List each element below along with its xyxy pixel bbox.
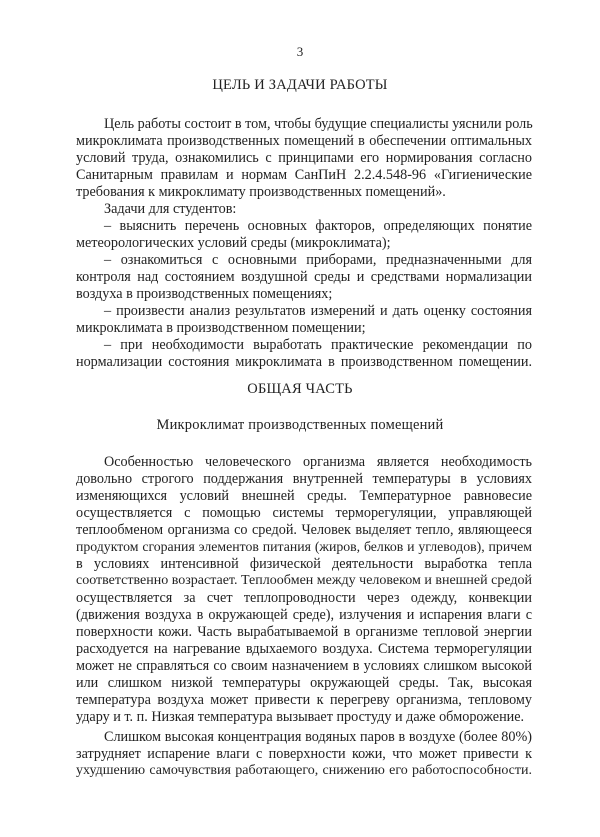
body-line: (движения воздуха в окружающей среде), излучения и испарения влаги с [76, 607, 532, 623]
task-line: воздуха в производственных помещениях; [76, 286, 333, 302]
body-line: расходуется на нагревание вдыхаемого воздуха. Система терморегуляции [76, 641, 532, 657]
task-line: микроклимата в производственном помещении; [76, 320, 366, 336]
body-line: Особенностью человеческого организма является необходимость [104, 454, 532, 470]
body-line: продуктом сгорания элементов питания (жиров, белков и углеводов), причем [76, 539, 532, 554]
body-line: Слишком высокая концентрация водяных паров в воздухе (более 80%) [104, 729, 532, 745]
body-line: ухудшению самочувствия работающего, снижению его работоспособности. [76, 763, 532, 778]
task-line: – ознакомиться с основными приборами, предназначенными для [104, 252, 532, 268]
body-line: поверхности кожи. Часть вырабатываемой в организме тепловой энергии [76, 624, 532, 640]
task-line: – при необходимости выработать практические рекомендации по [104, 337, 532, 353]
task-line: контроля над состоянием воздушной среды и средствами нормализации [76, 269, 532, 285]
body-line: затрудняет испарение влаги с поверхности кожи, что может привести к [76, 746, 532, 762]
goal-line: микроклимата производственных помещений в обеспечении оптимальных [76, 133, 532, 149]
body-line: осуществляется с помощью системы терморегуляции, управляющей [76, 505, 532, 521]
goal-line: Санитарным правилам и нормам СанПиН 2.2.4.548-96 «Гигиенические [76, 167, 532, 183]
goal-line: Цель работы состоит в том, чтобы будущие специалисты уяснили роль [104, 116, 533, 132]
body-line: может не справляться со своим назначением в условиях слишком высокой [76, 658, 532, 674]
body-line: изменяющихся условий внешней среды. Температурное равновесие [76, 488, 532, 504]
body-line: удару и т. п. Низкая температура вызывает простуду и даже обморожение. [76, 709, 525, 725]
body-line: или слишком низкой температуры окружающей среды. Так, высокая [76, 675, 532, 691]
general-heading: ОБЩАЯ ЧАСТЬ [247, 381, 353, 397]
body-line: довольно строгого поддержания внутренней температуры в условиях [76, 471, 532, 487]
task-line: нормализации состояния микроклимата в производственном помещении. [76, 354, 532, 370]
body-line: соответственно возрастает. Теплообмен между человеком и внешней средой [76, 573, 532, 588]
page-number: 3 [296, 44, 304, 59]
task-line: – выяснить перечень основных факторов, определяющих понятие [104, 218, 532, 234]
body-line: в условиях интенсивной физической деятельности выработка тепла [76, 556, 532, 572]
body-line: температура воздуха может привести к перегреву организма, тепловому [76, 692, 532, 708]
microclimate-subheading: Микроклимат производственных помещений [156, 417, 444, 433]
task-line: метеорологических условий среды (микроклимата); [76, 235, 391, 251]
task-line: – произвести анализ результатов измерений и дать оценку состояния [104, 303, 532, 319]
goal-line: условий труда, ознакомились с принципами его нормирования согласно [76, 150, 532, 166]
body-line: осуществляется за счет теплопроводности через одежду, конвекции [76, 590, 532, 606]
goal-line: требования к микроклимату производственных помещений». [76, 184, 446, 200]
goal-heading: ЦЕЛЬ И ЗАДАЧИ РАБОТЫ [212, 77, 388, 93]
body-line: теплообменом организма со средой. Человек выделяет тепло, являющееся [76, 522, 532, 538]
tasks-intro: Задачи для студентов: [104, 201, 237, 217]
